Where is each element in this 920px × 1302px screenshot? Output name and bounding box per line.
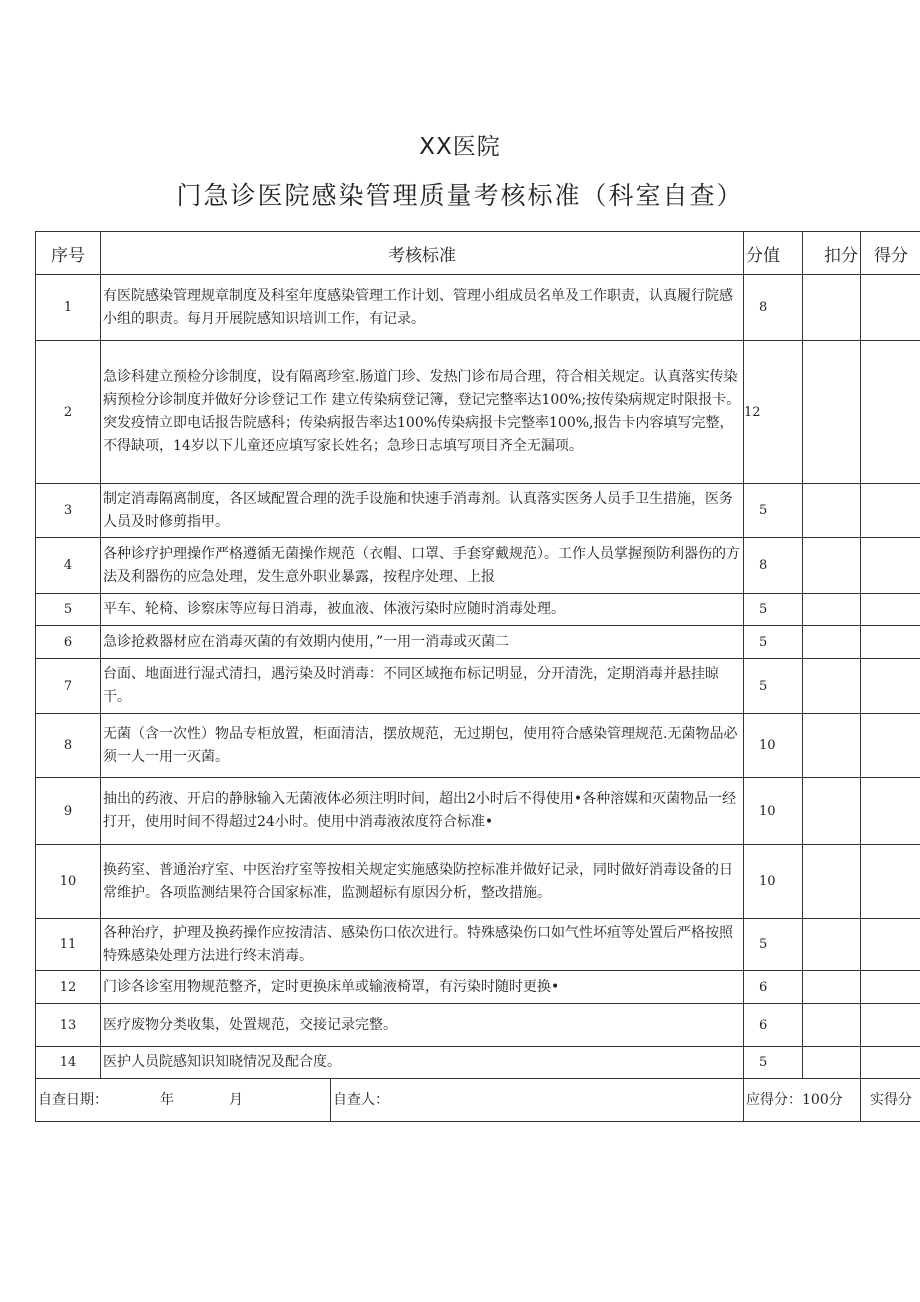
row-number: 13 <box>36 1004 101 1047</box>
table-row <box>36 971 920 1004</box>
table-row <box>36 594 920 626</box>
row-score: 10 <box>744 714 803 778</box>
row-got-cell[interactable] <box>861 594 920 626</box>
row-score: 6 <box>744 971 803 1004</box>
header-score: 分值 <box>744 232 803 275</box>
row-score: 5 <box>744 659 803 714</box>
table-row <box>36 1047 920 1079</box>
table-row <box>36 275 920 341</box>
row-got-cell[interactable] <box>861 1047 920 1079</box>
row-got-cell[interactable] <box>861 778 920 845</box>
table-footer-row <box>36 1079 920 1122</box>
row-criteria: 有医院感染管理规章制度及科室年度感染管理工作计划、管理小组成员名单及工作职责，认真履行院感小组的职责。每月开展院感知识培训工作，有记录。 <box>101 275 744 341</box>
row-criteria: 换药室、普通治疗室、中医治疗室等按相关规定实施感染防控标准并做好记录，同时做好消毒设备的日常维护。各项监测结果符合国家标准，监测超标有原因分析，整改措施。 <box>101 845 744 919</box>
table-row <box>36 341 920 484</box>
table-row <box>36 714 920 778</box>
row-got-cell[interactable] <box>861 1004 920 1047</box>
row-got-cell[interactable] <box>861 659 920 714</box>
row-deduct-cell[interactable] <box>803 275 861 341</box>
table-row <box>36 919 920 971</box>
row-got-cell[interactable] <box>861 538 920 594</box>
row-number: 3 <box>36 484 101 538</box>
self-check-inspector[interactable] <box>331 1079 744 1122</box>
row-got-cell[interactable] <box>861 341 920 484</box>
row-number: 11 <box>36 919 101 971</box>
hospital-name: XX医院 <box>419 134 501 160</box>
date-label: 自查日期： <box>38 1091 108 1108</box>
row-criteria: 台面、地面进行湿式清扫，遇污染及时消毒：不同区域拖布标记明显，分开清洗，定期消毒并悬挂晾干。 <box>101 659 744 714</box>
table-row <box>36 626 920 659</box>
row-number: 14 <box>36 1047 101 1079</box>
inspector-label: 自查人： <box>333 1091 389 1108</box>
row-deduct-cell[interactable] <box>803 484 861 538</box>
row-deduct-cell[interactable] <box>803 714 861 778</box>
row-got-cell[interactable] <box>861 626 920 659</box>
header-seq: 序号 <box>36 232 101 275</box>
row-score: 5 <box>744 594 803 626</box>
row-number: 5 <box>36 594 101 626</box>
table-row <box>36 1004 920 1047</box>
row-number: 4 <box>36 538 101 594</box>
row-score: 5 <box>744 626 803 659</box>
row-criteria: 医疗废物分类收集，处置规范，交接记录完整。 <box>101 1004 744 1047</box>
table-row <box>36 659 920 714</box>
row-deduct-cell[interactable] <box>803 845 861 919</box>
header-criteria: 考核标准 <box>101 232 744 275</box>
row-got-cell[interactable] <box>861 714 920 778</box>
row-score: 10 <box>744 845 803 919</box>
row-deduct-cell[interactable] <box>803 778 861 845</box>
row-score: 12 <box>744 341 803 484</box>
row-got-cell[interactable] <box>861 919 920 971</box>
row-criteria: 急诊抢救器材应在消毒灭菌的有效期内使用，”一用一消毒或灭菌二 <box>101 626 744 659</box>
row-got-cell[interactable] <box>861 845 920 919</box>
row-got-cell[interactable] <box>861 275 920 341</box>
self-check-date[interactable] <box>36 1079 331 1122</box>
row-number: 1 <box>36 275 101 341</box>
year-label: 年 <box>160 1091 174 1108</box>
header-got: 得分 <box>861 232 920 275</box>
row-got-cell[interactable] <box>861 971 920 1004</box>
row-deduct-cell[interactable] <box>803 594 861 626</box>
row-number: 10 <box>36 845 101 919</box>
row-score: 5 <box>744 1047 803 1079</box>
row-number: 8 <box>36 714 101 778</box>
row-criteria: 急诊科建立预检分诊制度，设有隔离珍室.肠道门珍、发热门诊布局合理，符合相关规定。认真落实传染病预检分诊制度并做好分诊登记工作 建立传染病登记簿，登记完整率达100%;按传染病规定时限报卡。突发疫情立即电话报告院感科；传染病报告率达100%传染病报卡完整率100%,报告卡内容填写完整，不得缺项，14岁以下儿童还应填写家长姓名；急珍日志填写项目齐全无漏项。 <box>101 341 744 484</box>
row-deduct-cell[interactable] <box>803 971 861 1004</box>
table-row <box>36 845 920 919</box>
row-got-cell[interactable] <box>861 484 920 538</box>
row-criteria: 平车、轮椅、诊察床等应每日消毒，被血液、体液污染时应随时消毒处理。 <box>101 594 744 626</box>
row-deduct-cell[interactable] <box>803 626 861 659</box>
row-deduct-cell[interactable] <box>803 919 861 971</box>
row-deduct-cell[interactable] <box>803 659 861 714</box>
document-title: 门急诊医院感染管理质量考核标准（科室自查） <box>176 181 744 210</box>
row-score: 5 <box>744 484 803 538</box>
row-deduct-cell[interactable] <box>803 341 861 484</box>
row-deduct-cell[interactable] <box>803 1047 861 1079</box>
row-criteria: 制定消毒隔离制度，各区域配置合理的洗手设施和快速手消毒剂。认真落实医务人员手卫生措施，医务人员及时修剪指甲。 <box>101 484 744 538</box>
actual-score[interactable]: 实得分 <box>861 1079 920 1122</box>
row-number: 6 <box>36 626 101 659</box>
row-criteria: 抽出的药液、开启的静脉输入无菌液体必须注明时间，超出2小时后不得使用•各种溶媒和灭菌物品一经打开，使用时间不得超过24小时。使用中消毒液浓度符合标准• <box>101 778 744 845</box>
row-score: 10 <box>744 778 803 845</box>
row-criteria: 门诊各诊室用物规范整齐，定时更换床单或输液椅罩，有污染时随时更换• <box>101 971 744 1004</box>
row-score: 6 <box>744 1004 803 1047</box>
table-row <box>36 778 920 845</box>
due-score: 应得分：100分 <box>744 1079 861 1122</box>
row-criteria: 无菌（含一次性）物品专柜放置，柜面清洁，摆放规范，无过期包，使用符合感染管理规范.无菌物品必须一人一用一灭菌。 <box>101 714 744 778</box>
month-label: 月 <box>229 1091 243 1108</box>
row-deduct-cell[interactable] <box>803 538 861 594</box>
row-number: 12 <box>36 971 101 1004</box>
row-criteria: 医护人员院感知识知晓情况及配合度。 <box>101 1047 744 1079</box>
row-deduct-cell[interactable] <box>803 1004 861 1047</box>
row-score: 5 <box>744 919 803 971</box>
table-row <box>36 538 920 594</box>
table-header-row <box>36 232 920 275</box>
row-number: 2 <box>36 341 101 484</box>
row-number: 9 <box>36 778 101 845</box>
table-row <box>36 484 920 538</box>
row-score: 8 <box>744 275 803 341</box>
row-score: 8 <box>744 538 803 594</box>
assessment-table <box>35 231 920 1122</box>
header-deduct: 扣分 <box>803 232 861 275</box>
row-number: 7 <box>36 659 101 714</box>
row-criteria: 各种治疗，护理及换药操作应按清洁、感染伤口依次进行。特殊感染伤口如气性坏疽等处置后严格按照特殊感染处理方法进行终末消毒。 <box>101 919 744 971</box>
row-criteria: 各种诊疗护理操作严格遵循无菌操作规范（衣帽、口罩、手套穿戴规范）。工作人员掌握预防利器伤的方法及利器伤的应急处理，发生意外职业暴露，按程序处理、上报 <box>101 538 744 594</box>
